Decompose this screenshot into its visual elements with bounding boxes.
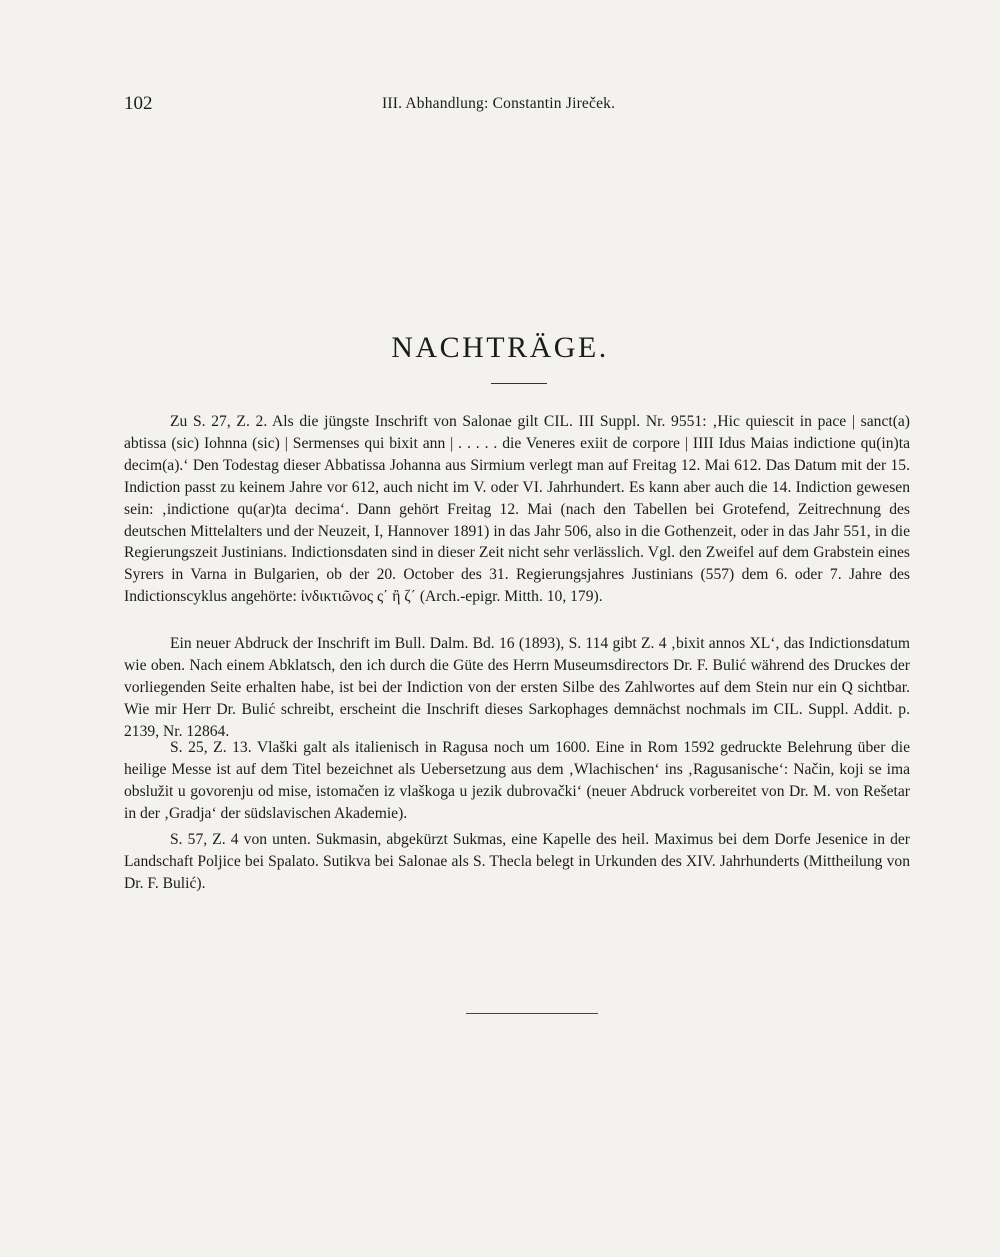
paragraph-4: S. 57, Z. 4 von unten. Sukmasin, abgekürzt Sukmas, eine Kapelle des heil. Maximus bei dem Dorfe Jesenice in der Landschaft Poljice bei Spalato. Sutikva bei Salonae als S. Thecla belegt in Urkunden des XIV. Jahrhunderts (Mittheilung von Dr. F. Bulić). bbox=[124, 831, 910, 892]
page-title: NACHTRÄGE. bbox=[391, 331, 609, 364]
page-header bbox=[124, 93, 876, 117]
paragraph-2: Ein neuer Abdruck der Inschrift im Bull. Dalm. Bd. 16 (1893), S. 114 gibt Z. 4 ‚bixit annos XL‘, das Indictionsdatum wie oben. Nach einem Abklatsch, den ich durch die Güte des Herrn Museumsdirectors Dr. F. Bulić während des Druckes der vorliegenden Seite erhalten habe, ist bei der Indiction von der ersten Silbe des Zahlwortes auf dem Stein nur ein Q sichtbar. Wie mir Herr Dr. Bulić schreibt, erscheint die Inschrift dieses Sarkophages demnächst nochmals im CIL. Suppl. Addit. p. 2139, Nr. 12864. bbox=[124, 635, 910, 740]
page-number: 102 bbox=[124, 93, 153, 114]
title-divider bbox=[491, 383, 547, 384]
paragraph-1: Zu S. 27, Z. 2. Als die jüngste Inschrift von Salonae gilt CIL. III Suppl. Nr. 9551: ‚Hic quiescit in pace | sanct(a) abtissa (sic) Iohnna (sic) | Sermenses qui bixit ann | . . . . . die Veneres exiit de corpore | IIII Idus Maias indictione qu(in)ta decim(a).‘ Den Todestag dieser Abbatissa Johanna aus Sirmium verlegt man auf Freitag 12. Mai 612. Das Datum mit der 15. Indiction passt zu keinem Jahre vor 612, auch nicht im V. oder VI. Jahrhundert. Es kann aber auch die 14. Indiction gewesen sein: ‚indictione qu(ar)ta decima‘. Dann gehört Freitag 12. Mai (nach den Tabellen bei Grotefend, Zeitrechnung des deutschen Mittelalters und der Neuzeit, I, Hannover 1891) in das Jahr 506, also in die Gothenzeit, oder in das Jahr 551, in die Regierungszeit Justinians. Indictionsdaten sind in dieser Zeit nicht sehr verlässlich. Vgl. den Zweifel auf dem Grabstein eines Syrers in Varna in Bulgarien, ob der 20. October des 31. Regierungsjahres Justinians (557) dem 6. oder 7. Jahre des Indictionscyklus angehörte: ἰνδικτιῶνος ς΄ ἢ ζ΄ (Arch.-epigr. Mitth. 10, 179). bbox=[124, 413, 910, 606]
footer-divider bbox=[466, 1013, 598, 1014]
show-through-text bbox=[124, 120, 128, 135]
paragraph-3: S. 25, Z. 13. Vlaški galt als italienisch in Ragusa noch um 1600. Eine in Rom 1592 gedruckte Belehrung über die heilige Messe ist auf dem Titel bezeichnet als Uebersetzung aus dem ‚Wlachischen‘ ins ‚Ragusanische‘: Način, koji se ima obslužit u govorenju od mise, istomačen iz vlaškoga u jezik dubrovački‘ (neuer Abdruck vorbereitet von Dr. M. von Rešetar in der ‚Gradja‘ der südslavischen Akademie). bbox=[124, 739, 910, 822]
running-title: III. Abhandlung: Constantin Jireček. bbox=[382, 95, 616, 112]
